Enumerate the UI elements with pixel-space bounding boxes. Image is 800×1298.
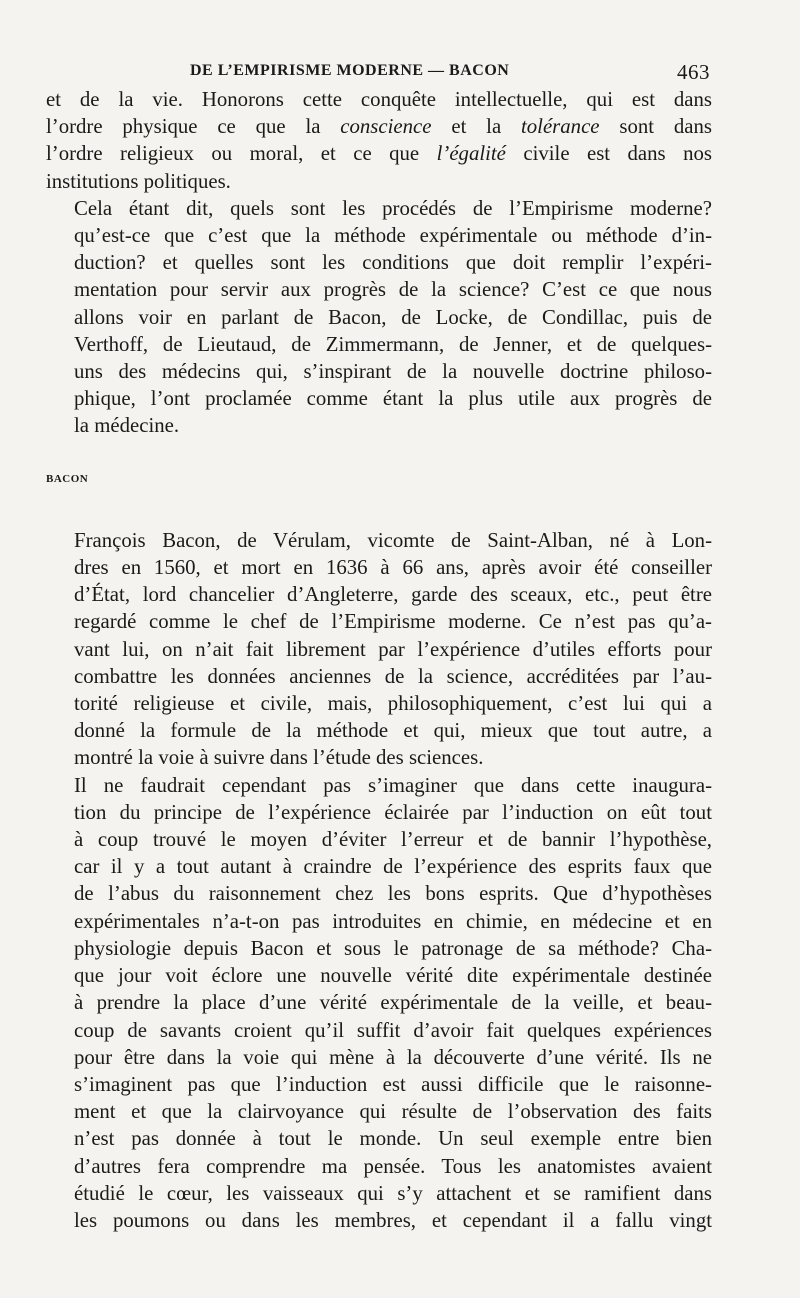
text-line: Il ne faudrait cependant pas s’imaginer que dans cette inaugura-	[74, 773, 712, 797]
paragraph-continuation	[46, 86, 712, 195]
paragraph-methods	[46, 195, 712, 440]
text-line: et de la vie. Honorons cette conquête intellectuelle, qui est dans	[46, 88, 712, 111]
text-segment: et la	[431, 115, 521, 139]
text-line: car il y a tout autant à craindre de l’expérience des esprits faux que	[74, 855, 712, 879]
paragraph-bacon-bio	[46, 527, 712, 772]
emphasis-conscience: conscience	[340, 115, 432, 139]
text-line: à coup trouvé le moyen d’éviter l’erreur et de bannir l’hypothèse,	[74, 828, 712, 852]
running-title: DE L’EMPIRISME MODERNE — BACON	[190, 62, 510, 79]
text-segment: civile est dans nos	[505, 142, 712, 166]
text-line: vant lui, on n’ait fait librement par l’expérience d’utiles efforts pour	[74, 637, 712, 661]
text-line: mentation pour servir aux progrès de la science? C’est ce que nous	[74, 278, 712, 302]
text-line: duction? et quelles sont les conditions que doit remplir l’expéri-	[74, 251, 712, 275]
text-line	[46, 113, 712, 140]
text-line: allons voir en parlant de Bacon, de Locke, de Condillac, puis de	[74, 305, 712, 329]
page-body	[46, 86, 712, 1234]
text-line: donné la formule de la méthode et qui, mieux que tout autre, a	[74, 719, 712, 743]
text-line: s’imaginent pas que l’induction est aussi difficile que le raisonne-	[74, 1072, 712, 1096]
text-line: Cela étant dit, quels sont les procédés de l’Empirisme moderne?	[74, 196, 712, 220]
text-line: les poumons ou dans les membres, et cependant il a fallu vingt	[74, 1208, 712, 1232]
text-line: qu’est-ce que c’est que la méthode expérimentale ou méthode d’in-	[74, 224, 712, 248]
text-segment: l’ordre religieux ou moral, et ce que	[46, 142, 437, 166]
text-line: d’autres fera comprendre ma pensée. Tous les anatomistes avaient	[74, 1154, 712, 1178]
text-line: pour être dans la voie qui mène à la découverte d’une vérité. Ils ne	[74, 1045, 712, 1069]
text-line: de l’abus du raisonnement chez les bons esprits. Que d’hypothèses	[74, 882, 712, 906]
text-line: tion du principe de l’expérience éclairée par l’induction on eût tout	[74, 800, 712, 824]
text-line: physiologie depuis Bacon et sous le patronage de sa méthode? Cha-	[74, 936, 712, 960]
text-line	[46, 140, 712, 167]
text-line: combattre les données anciennes de la science, accréditées par l’au-	[74, 664, 712, 688]
page-number: 463	[677, 60, 710, 84]
text-line: expérimentales n’a-t-on pas introduites en chimie, en médecine et en	[74, 909, 712, 933]
text-line: la médecine.	[74, 414, 180, 438]
text-line: ment et que la clairvoyance qui résulte de l’observation des faits	[74, 1100, 712, 1124]
section-heading: BACON	[46, 472, 89, 485]
text-line: regardé comme le chef de l’Empirisme moderne. Ce n’est pas qu’a-	[74, 610, 712, 634]
emphasis-egalite: l’égalité	[436, 142, 506, 166]
text-line: que jour voit éclore une nouvelle vérité dite expérimentale destinée	[74, 964, 712, 988]
text-line: phique, l’ont proclamée comme étant la plus utile aux progrès de	[74, 387, 712, 411]
text-line: uns des médecins qui, s’inspirant de la nouvelle doctrine philoso-	[74, 360, 712, 384]
text-line: Verthoff, de Lieutaud, de Zimmermann, de Jenner, et de quelques-	[74, 332, 712, 356]
text-line: torité religieuse et civile, mais, philosophiquement, c’est lui qui a	[74, 692, 712, 716]
text-segment: sont dans	[599, 115, 712, 139]
text-line: coup de savants croient qu’il suffit d’avoir fait quelques expériences	[74, 1018, 712, 1042]
text-line: à prendre la place d’une vérité expérimentale de la veille, et beau-	[74, 991, 712, 1015]
text-line: n’est pas donnée à tout le monde. Un seul exemple entre bien	[74, 1127, 712, 1151]
text-line: institutions politiques.	[46, 169, 231, 193]
text-line: dres en 1560, et mort en 1636 à 66 ans, après avoir été conseiller	[74, 556, 712, 580]
text-line: montré la voie à suivre dans l’étude des sciences.	[74, 746, 484, 770]
text-line: étudié le cœur, les vaisseaux qui s’y attachent et se ramifient dans	[74, 1181, 712, 1205]
text-line: d’État, lord chancelier d’Angleterre, garde des sceaux, etc., peut être	[74, 583, 712, 607]
running-header	[46, 60, 712, 86]
paragraph-induction	[46, 772, 712, 1234]
text-segment: l’ordre physique ce que la	[46, 115, 341, 139]
emphasis-tolerance: tolérance	[521, 115, 600, 139]
text-line: François Bacon, de Vérulam, vicomte de Saint-Alban, né à Lon-	[74, 528, 712, 552]
book-page	[46, 60, 712, 1234]
